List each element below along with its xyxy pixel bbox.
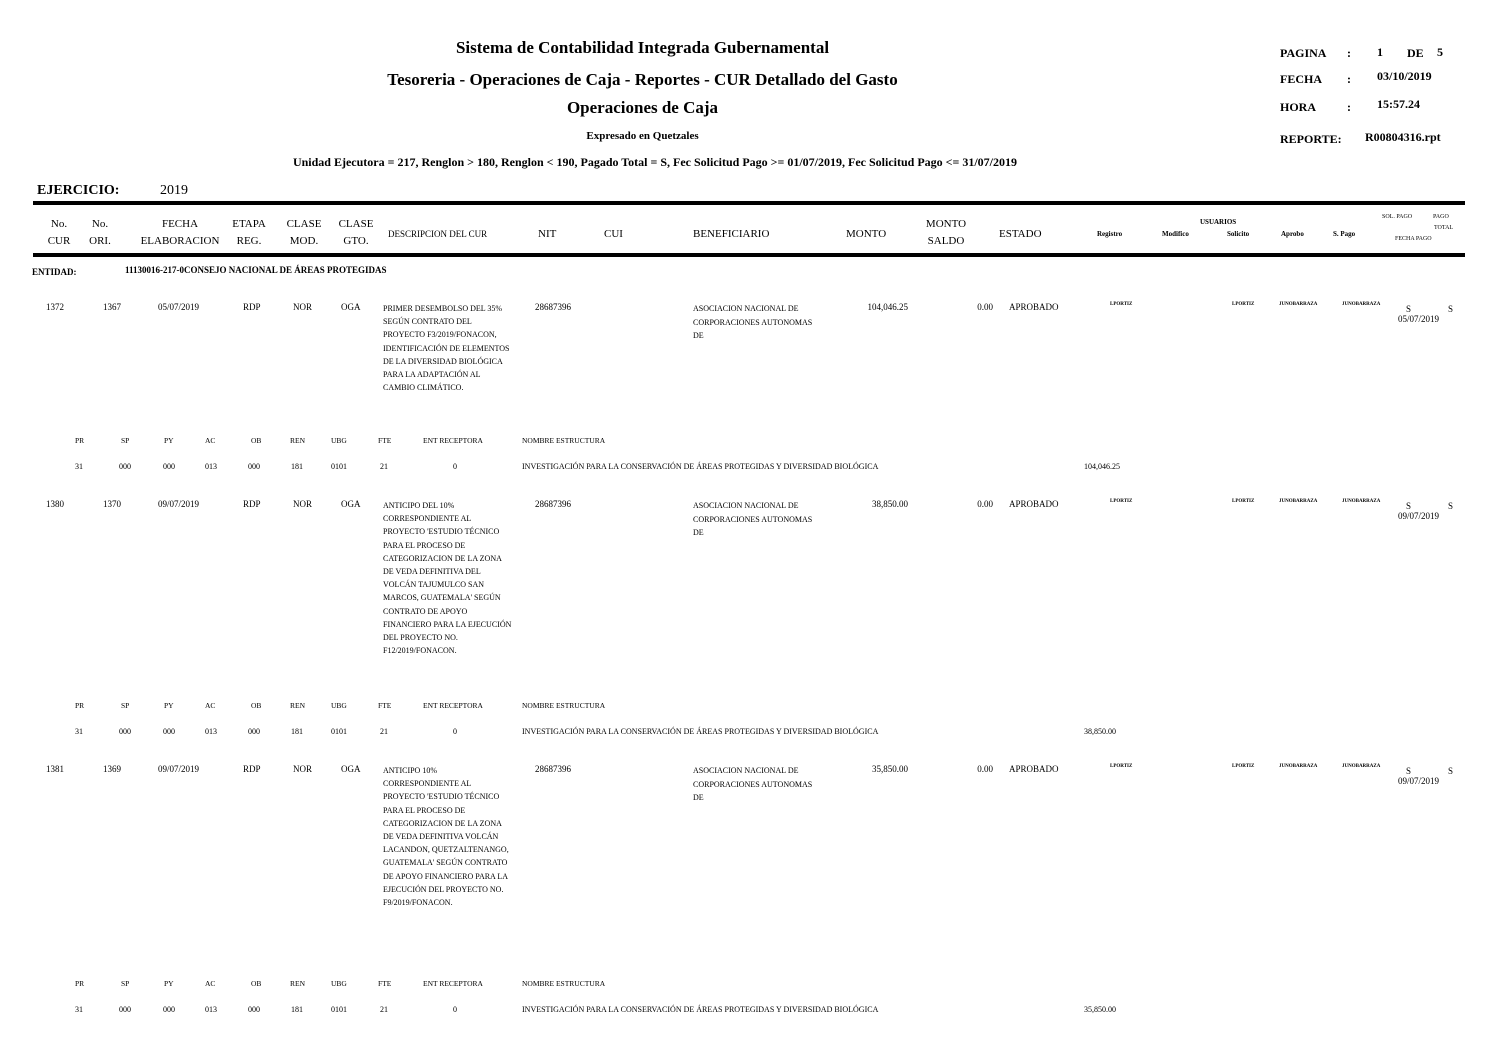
- report-section: Operaciones de Caja: [566, 98, 719, 117]
- detail-monto: 104,046.25: [1084, 462, 1120, 471]
- col-beneficiario: BENEFICIARIO: [693, 228, 770, 240]
- fecha-pago: 05/07/2019: [1398, 314, 1440, 324]
- sub-col-nombre-estructura: NOMBRE ESTRUCTURA: [522, 979, 606, 988]
- de-label: DE: [1407, 46, 1424, 60]
- col-estado: ESTADO: [999, 228, 1042, 240]
- monto: 38,850.00: [872, 499, 908, 509]
- fecha-separator: :: [1347, 72, 1351, 86]
- usuario-aprobo: JUNOBARRAZA: [1279, 499, 1318, 504]
- report-filter: Unidad Ejecutora = 217, Renglon > 180, Renglon < 190, Pagado Total = S, Fec Solicitud Pago >= 01/07/2019, Fec Solicitud Pago <= 31/07/2019: [292, 155, 1018, 169]
- sub-col-sp: SP: [121, 701, 130, 710]
- sub-col-ac: AC: [205, 701, 216, 710]
- header-top-rule: [33, 201, 1465, 205]
- detail-ob: 000: [248, 462, 260, 471]
- hora-separator: :: [1347, 100, 1351, 114]
- col-aprobo: Aprobo: [1281, 230, 1304, 238]
- usuario-s-pago: JUNOBARRAZA: [1342, 302, 1381, 307]
- detail-ent-receptora: 0: [453, 462, 457, 471]
- clase-mod: NOR: [293, 499, 313, 509]
- detail-ac: 013: [205, 462, 217, 471]
- col-cui: CUI: [604, 228, 623, 240]
- etapa-reg: RDP: [243, 302, 261, 312]
- usuario-registro: LPORTIZ: [1110, 302, 1133, 307]
- fecha-pago: 09/07/2019: [1398, 511, 1440, 521]
- monto: 35,850.00: [872, 764, 908, 774]
- detail-pr: 31: [75, 1005, 83, 1014]
- detail-ac: 013: [205, 727, 217, 736]
- descripcion-cur: PRIMER DESEMBOLSO DEL 35% SEGÚN CONTRATO DEL PROYECTO F3/2019/FONACON, IDENTIFICACIÓN DE ELEMENTOS DE LA DIVERSIDAD BIOLÓGICA PARA LA ADAPTACIÓN AL CAMBIO CLIMÁTICO.: [383, 304, 510, 393]
- col-sol-pago: SOL. PAGO: [1382, 214, 1413, 220]
- monto-saldo: 0.00: [977, 764, 993, 774]
- monto: 104,046.25: [867, 302, 908, 312]
- col-modifico: Modifico: [1162, 230, 1189, 238]
- header-bottom-rule: [33, 253, 1465, 257]
- pago-total-flag: S: [1448, 304, 1454, 314]
- usuario-registro: LPORTIZ: [1110, 499, 1133, 504]
- pago-total-flag: S: [1448, 766, 1454, 776]
- fecha-elaboracion: 05/07/2019: [158, 302, 200, 312]
- detail-sp: 000: [119, 1005, 131, 1014]
- clase-gto: OGA: [341, 302, 361, 312]
- cur-number: 1372: [46, 302, 64, 312]
- total-pages: 5: [1437, 45, 1443, 59]
- sub-col-nombre-estructura: NOMBRE ESTRUCTURA: [522, 436, 606, 445]
- col-usuarios: USUARIOS: [1200, 218, 1237, 226]
- beneficiario: ASOCIACION NACIONAL DE CORPORACIONES AUTONOMAS DE: [693, 304, 813, 340]
- detail-nombre-estructura: INVESTIGACIÓN PARA LA CONSERVACIÓN DE ÁREAS PROTEGIDAS Y DIVERSIDAD BIOLÓGICA: [522, 727, 879, 736]
- sub-col-pr: PR: [75, 979, 85, 988]
- sub-col-fte: FTE: [378, 436, 392, 445]
- usuario-aprobo: JUNOBARRAZA: [1279, 302, 1318, 307]
- descripcion-cur: ANTICIPO 10% CORRESPONDIENTE AL PROYECTO 'ESTUDIO TÉCNICO PARA EL PROCESO DE CATEGORIZACION DE LA ZONA DE VEDA DEFINITIVA VOLCÁN LACANDON, QUETZALTENANGO, GUATEMALA' SEGÚN CONTRATO DE APOYO FINANCIERO PARA LA EJECUCIÓN DEL PROYECTO NO. F9/2019/FONACON.: [383, 766, 509, 908]
- etapa-reg: RDP: [243, 764, 261, 774]
- col-clase-gto: CLASE GTO.: [338, 218, 374, 247]
- detail-py: 000: [163, 1005, 175, 1014]
- fecha-label: FECHA: [1280, 72, 1322, 86]
- detail-ob: 000: [248, 1005, 260, 1014]
- report-title: Sistema de Contabilidad Integrada Gubernamental: [455, 38, 830, 57]
- sol-pago-flag: S: [1406, 766, 1412, 776]
- detail-sp: 000: [119, 727, 131, 736]
- estado: APROBADO: [1009, 764, 1059, 774]
- sub-col-sp: SP: [121, 436, 130, 445]
- sub-col-fte: FTE: [378, 701, 392, 710]
- detail-ren: 181: [291, 727, 303, 736]
- sub-col-ob: OB: [251, 436, 262, 445]
- sub-col-ren: REN: [290, 701, 305, 710]
- sol-pago-flag: S: [1406, 304, 1412, 314]
- sub-col-ren: REN: [290, 436, 305, 445]
- cur-number: 1381: [46, 764, 64, 774]
- fecha-pago: 09/07/2019: [1398, 776, 1440, 786]
- detail-pr: 31: [75, 462, 83, 471]
- sub-col-fte: FTE: [378, 979, 392, 988]
- detail-ent-receptora: 0: [453, 727, 457, 736]
- sub-col-ob: OB: [251, 701, 262, 710]
- col-no-ori: No. ORI.: [89, 218, 111, 247]
- sol-pago-flag: S: [1406, 501, 1412, 511]
- col-nit: NIT: [538, 228, 557, 240]
- clase-gto: OGA: [341, 499, 361, 509]
- detail-ren: 181: [291, 1005, 303, 1014]
- detail-ren: 181: [291, 462, 303, 471]
- usuario-solicito: LPORTIZ: [1232, 764, 1255, 769]
- detail-nombre-estructura: INVESTIGACIÓN PARA LA CONSERVACIÓN DE ÁREAS PROTEGIDAS Y DIVERSIDAD BIOLÓGICA: [522, 462, 879, 471]
- sub-col-ent-receptora: ENT RECEPTORA: [423, 979, 483, 988]
- beneficiario: ASOCIACION NACIONAL DE CORPORACIONES AUTONOMAS DE: [693, 501, 813, 537]
- currency-note: Expresado en Quetzales: [586, 130, 699, 142]
- usuario-aprobo: JUNOBARRAZA: [1279, 764, 1318, 769]
- sub-col-pr: PR: [75, 436, 85, 445]
- monto-saldo: 0.00: [977, 499, 993, 509]
- detail-ent-receptora: 0: [453, 1005, 457, 1014]
- detail-ac: 013: [205, 1005, 217, 1014]
- col-no-cur: No. CUR: [47, 218, 71, 247]
- clase-mod: NOR: [293, 764, 313, 774]
- reporte-value: R00804316.rpt: [1365, 130, 1441, 144]
- usuario-s-pago: JUNOBARRAZA: [1342, 499, 1381, 504]
- estado: APROBADO: [1009, 302, 1059, 312]
- col-fecha: FECHA ELABORACION: [140, 218, 220, 247]
- detail-sp: 000: [119, 462, 131, 471]
- ori-number: 1369: [103, 764, 121, 774]
- hora-label: HORA: [1280, 100, 1316, 114]
- sub-col-ob: OB: [251, 979, 262, 988]
- col-total: TOTAL: [1434, 225, 1454, 231]
- sub-col-ubg: UBG: [331, 979, 347, 988]
- detail-pr: 31: [75, 727, 83, 736]
- col-fecha-pago: FECHA PAGO: [1395, 236, 1432, 242]
- detail-monto: 38,850.00: [1084, 727, 1116, 736]
- sub-col-ac: AC: [205, 979, 216, 988]
- sub-col-ren: REN: [290, 979, 305, 988]
- sub-col-nombre-estructura: NOMBRE ESTRUCTURA: [522, 701, 606, 710]
- sub-col-ent-receptora: ENT RECEPTORA: [423, 701, 483, 710]
- nit: 28687396: [535, 302, 571, 312]
- detail-fte: 21: [380, 727, 388, 736]
- detail-ob: 000: [248, 727, 260, 736]
- cur-number: 1380: [46, 499, 64, 509]
- ejercicio-value: 2019: [160, 183, 188, 198]
- detail-monto: 35,850.00: [1084, 1005, 1116, 1014]
- fecha-elaboracion: 09/07/2019: [158, 764, 200, 774]
- usuario-solicito: LPORTIZ: [1232, 302, 1255, 307]
- etapa-reg: RDP: [243, 499, 261, 509]
- detail-py: 000: [163, 727, 175, 736]
- pagina-separator: :: [1347, 46, 1351, 60]
- sub-col-py: PY: [164, 701, 174, 710]
- usuario-solicito: LPORTIZ: [1232, 499, 1255, 504]
- nit: 28687396: [535, 499, 571, 509]
- sub-col-py: PY: [164, 979, 174, 988]
- detail-ubg: 0101: [331, 727, 347, 736]
- clase-mod: NOR: [293, 302, 313, 312]
- fecha-value: 03/10/2019: [1377, 69, 1432, 83]
- ori-number: 1367: [103, 302, 121, 312]
- entidad-label: ENTIDAD:: [32, 267, 77, 277]
- sub-col-ubg: UBG: [331, 436, 347, 445]
- col-etapa: ETAPA REG.: [232, 218, 266, 247]
- entidad-value: 11130016-217-0CONSEJO NACIONAL DE ÁREAS PROTEGIDAS: [125, 265, 387, 275]
- hora-value: 15:57.24: [1377, 97, 1420, 111]
- sub-col-py: PY: [164, 436, 174, 445]
- pagina-label: PAGINA: [1280, 46, 1327, 60]
- col-pago: PAGO: [1433, 214, 1449, 220]
- col-s-pago: S. Pago: [1333, 230, 1356, 238]
- descripcion-cur: ANTICIPO DEL 10% CORRESPONDIENTE AL PROYECTO 'ESTUDIO TÉCNICO PARA EL PROCESO DE CATEGORIZACION DE LA ZONA DE VEDA DEFINITIVA DEL VOLCÁN TAJUMULCO SAN MARCOS, GUATEMALA' SEGÚN CONTRATO DE APOYO FINANCIERO PARA LA EJECUCIÓN DEL PROYECTO NO. F12/2019/FONACON.: [383, 501, 512, 656]
- nit: 28687396: [535, 764, 571, 774]
- monto-saldo: 0.00: [977, 302, 993, 312]
- sub-col-ubg: UBG: [331, 701, 347, 710]
- sub-col-sp: SP: [121, 979, 130, 988]
- usuario-s-pago: JUNOBARRAZA: [1342, 764, 1381, 769]
- col-monto: MONTO: [846, 228, 887, 240]
- col-registro: Registro: [1097, 230, 1123, 238]
- col-clase-mod: CLASE MOD.: [286, 218, 322, 247]
- fecha-elaboracion: 09/07/2019: [158, 499, 200, 509]
- sub-col-ac: AC: [205, 436, 216, 445]
- col-monto-saldo: MONTO SALDO: [925, 218, 967, 247]
- report-subtitle: Tesoreria - Operaciones de Caja - Reportes - CUR Detallado del Gasto: [387, 70, 898, 89]
- detail-ubg: 0101: [331, 1005, 347, 1014]
- usuario-registro: LPORTIZ: [1110, 764, 1133, 769]
- sub-col-pr: PR: [75, 701, 85, 710]
- col-descripcion: DESCRIPCION DEL CUR: [388, 229, 488, 239]
- pago-total-flag: S: [1448, 501, 1454, 511]
- reporte-label: REPORTE:: [1280, 132, 1342, 146]
- ejercicio-label: EJERCICIO:: [37, 183, 120, 198]
- detail-fte: 21: [380, 1005, 388, 1014]
- ori-number: 1370: [103, 499, 121, 509]
- col-solicito: Solicito: [1227, 230, 1250, 238]
- detail-fte: 21: [380, 462, 388, 471]
- estado: APROBADO: [1009, 499, 1059, 509]
- detail-ubg: 0101: [331, 462, 347, 471]
- clase-gto: OGA: [341, 764, 361, 774]
- detail-nombre-estructura: INVESTIGACIÓN PARA LA CONSERVACIÓN DE ÁREAS PROTEGIDAS Y DIVERSIDAD BIOLÓGICA: [522, 1005, 879, 1014]
- sub-col-ent-receptora: ENT RECEPTORA: [423, 436, 483, 445]
- beneficiario: ASOCIACION NACIONAL DE CORPORACIONES AUTONOMAS DE: [693, 766, 813, 802]
- detail-py: 000: [163, 462, 175, 471]
- pagina-value: 1: [1377, 45, 1383, 59]
